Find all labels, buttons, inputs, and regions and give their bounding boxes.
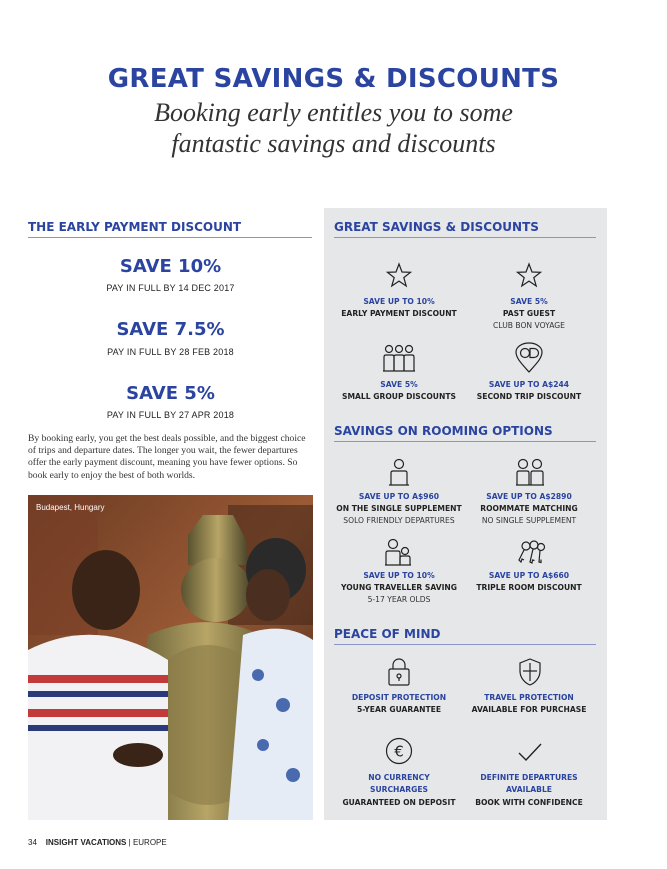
- save-condition-2: PAY IN FULL BY 28 FEB 2018: [107, 347, 234, 357]
- peace-1-top: DEPOSIT PROTECTION: [351, 693, 447, 702]
- savings-2-normal: CLUB BON VOYAGE: [493, 321, 565, 330]
- peace-2-bold: AVAILABLE FOR PURCHASE: [471, 705, 587, 714]
- savings-3-top: SAVE 5%: [380, 380, 418, 389]
- peace-1-bold: 5-YEAR GUARANTEE: [356, 705, 442, 714]
- savings-divider: [334, 237, 596, 238]
- peace-2-top: TRAVEL PROTECTION: [484, 693, 574, 702]
- peace-divider: [334, 644, 596, 645]
- early-payment-divider: [28, 237, 312, 238]
- peace-4-top2: AVAILABLE: [506, 785, 552, 794]
- save-offer-3: SAVE 5%: [126, 383, 215, 404]
- rooming-2-top: SAVE UP TO A$2890: [486, 492, 572, 501]
- peace-3-top2: SURCHARGES: [369, 785, 429, 794]
- early-payment-heading: THE EARLY PAYMENT DISCOUNT: [28, 220, 242, 234]
- rooming-1-normal: SOLO FRIENDLY DEPARTURES: [343, 516, 455, 525]
- page-title: GREAT SAVINGS & DISCOUNTS: [107, 64, 560, 94]
- travel-photo: [28, 495, 313, 820]
- save-condition-1: PAY IN FULL BY 14 DEC 2017: [106, 283, 235, 293]
- young-travellers-icon: [384, 538, 412, 566]
- footer-separator: |: [128, 838, 131, 847]
- footer-brand: INSIGHT VACATIONS: [45, 838, 127, 847]
- peace-3-bold: GUARANTEED ON DEPOSIT: [342, 798, 456, 807]
- padlock-icon: [387, 657, 411, 687]
- savings-3-bold: SMALL GROUP DISCOUNTS: [342, 392, 456, 401]
- two-people-icon: [515, 458, 545, 486]
- peace-3-top: NO CURRENCY: [368, 773, 430, 782]
- rooming-2-normal: NO SINGLE SUPPLEMENT: [481, 516, 577, 525]
- peace-4-bold: BOOK WITH CONFIDENCE: [475, 798, 583, 807]
- intro-paragraph: By booking early, you get the best deals possible, and the biggest choice of trips and departure dates. The longer you wait, the fewer departures offer the early payment discount, meaning you have fewer options. So book early to enjoy the best of both worlds.: [28, 433, 306, 481]
- rooming-3-bold: YOUNG TRAVELLER SAVING: [340, 583, 457, 592]
- peace-heading: PEACE OF MIND: [334, 627, 441, 641]
- shield-icon: [517, 657, 543, 687]
- rooming-2-bold: ROOMMATE MATCHING: [480, 504, 578, 513]
- savings-4-top: SAVE UP TO A$244: [488, 380, 570, 389]
- rooming-1-top: SAVE UP TO A$960: [358, 492, 440, 501]
- savings-2-top: SAVE 5%: [510, 297, 548, 306]
- group-icon: [382, 344, 416, 372]
- star-icon: [386, 262, 412, 288]
- subtitle-line-1: Booking early entitles you to some: [154, 98, 513, 127]
- page-number: 34: [28, 838, 37, 847]
- savings-1-bold: EARLY PAYMENT DISCOUNT: [341, 309, 457, 318]
- rooming-divider: [334, 441, 596, 442]
- euro-icon: [385, 737, 413, 765]
- savings-heading: GREAT SAVINGS & DISCOUNTS: [334, 220, 539, 234]
- rooming-3-normal: 5-17 YEAR OLDS: [367, 595, 431, 604]
- rooming-1-bold: ON THE SINGLE SUPPLEMENT: [336, 504, 462, 513]
- savings-1-top: SAVE UP TO 10%: [363, 297, 435, 306]
- rooming-4-top: SAVE UP TO A$660: [488, 571, 570, 580]
- keys-icon: [516, 538, 546, 566]
- subtitle-line-2: fantastic savings and discounts: [171, 129, 496, 158]
- rooming-4-bold: TRIPLE ROOM DISCOUNT: [476, 583, 582, 592]
- rooming-3-top: SAVE UP TO 10%: [363, 571, 435, 580]
- savings-4-bold: SECOND TRIP DISCOUNT: [476, 392, 582, 401]
- page-footer: [28, 838, 167, 847]
- photo-caption: Budapest, Hungary: [36, 503, 105, 512]
- map-pin-icon: [513, 342, 545, 374]
- peace-4-top: DEFINITE DEPARTURES: [480, 773, 578, 782]
- svg-text:€: €: [394, 742, 404, 761]
- single-person-icon: [387, 458, 411, 486]
- checkmark-icon: [517, 741, 543, 763]
- footer-region: EUROPE: [132, 838, 167, 847]
- savings-panel: [324, 208, 607, 820]
- photo-illustration: [28, 495, 313, 820]
- save-offer-2: SAVE 7.5%: [116, 319, 225, 340]
- savings-2-bold: PAST GUEST: [502, 309, 556, 318]
- save-condition-3: PAY IN FULL BY 27 APR 2018: [106, 410, 235, 420]
- rooming-heading: SAVINGS ON ROOMING OPTIONS: [334, 424, 553, 438]
- save-offer-1: SAVE 10%: [119, 256, 222, 277]
- star-icon: [516, 262, 542, 288]
- page-subtitle: [100, 97, 567, 159]
